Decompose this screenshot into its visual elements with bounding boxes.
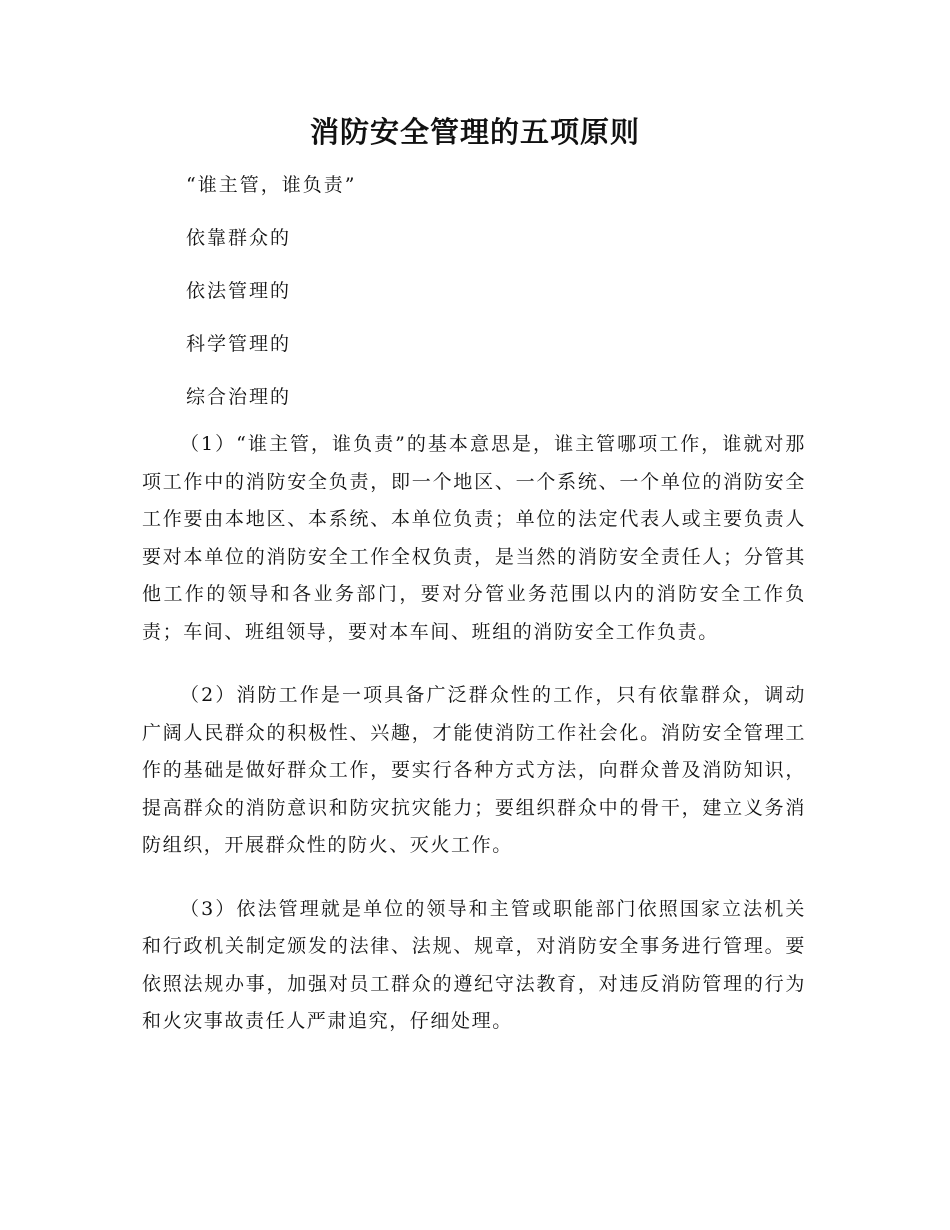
paragraph: （1）“谁主管，谁负责”的基本意思是，谁主管哪项工作，谁就对那项工作中的消防安全负责，即一个地区、一个系统、一个单位的消防安全工作要由本地区、本系统、本单位负责；单位的法定代表人或主要负责人要对本单位的消防安全工作全权负责，是当然的消防安全责任人；分管其他工作的领导和各业务部门，要对分管业务范围以内的消防安全工作负责；车间、班组领导，要对本车间、班组的消防安全工作负责。 bbox=[142, 433, 806, 643]
principle-item: 依法管理的 bbox=[186, 280, 292, 302]
principle-item: 综合治理的 bbox=[186, 386, 292, 408]
principle-item: “谁主管，谁负责” bbox=[186, 174, 357, 196]
paragraph: （2）消防工作是一项具备广泛群众性的工作，只有依靠群众，调动广阔人民群众的积极性、兴趣，才能使消防工作社会化。消防安全管理工作的基础是做好群众工作，要实行各种方式方法，向群众普及消防知识，提高群众的消防意识和防灾抗灾能力；要组织群众中的骨干，建立义务消防组织，开展群众性的防火、灭火工作。 bbox=[142, 684, 806, 856]
principle-item: 依靠群众的 bbox=[186, 227, 292, 249]
page-title: 消防安全管理的五项原则 bbox=[309, 115, 640, 149]
principles-list bbox=[186, 168, 806, 433]
paragraph: （3）依法管理就是单位的领导和主管或职能部门依照国家立法机关和行政机关制定颁发的法律、法规、规章，对消防安全事务进行管理。要依照法规办事，加强对员工群众的遵纪守法教育，对违反消防管理的行为和火灾事故责任人严肃追究，仔细处理。 bbox=[142, 897, 806, 1032]
principle-item: 科学管理的 bbox=[186, 333, 292, 355]
body-text bbox=[142, 426, 806, 1067]
